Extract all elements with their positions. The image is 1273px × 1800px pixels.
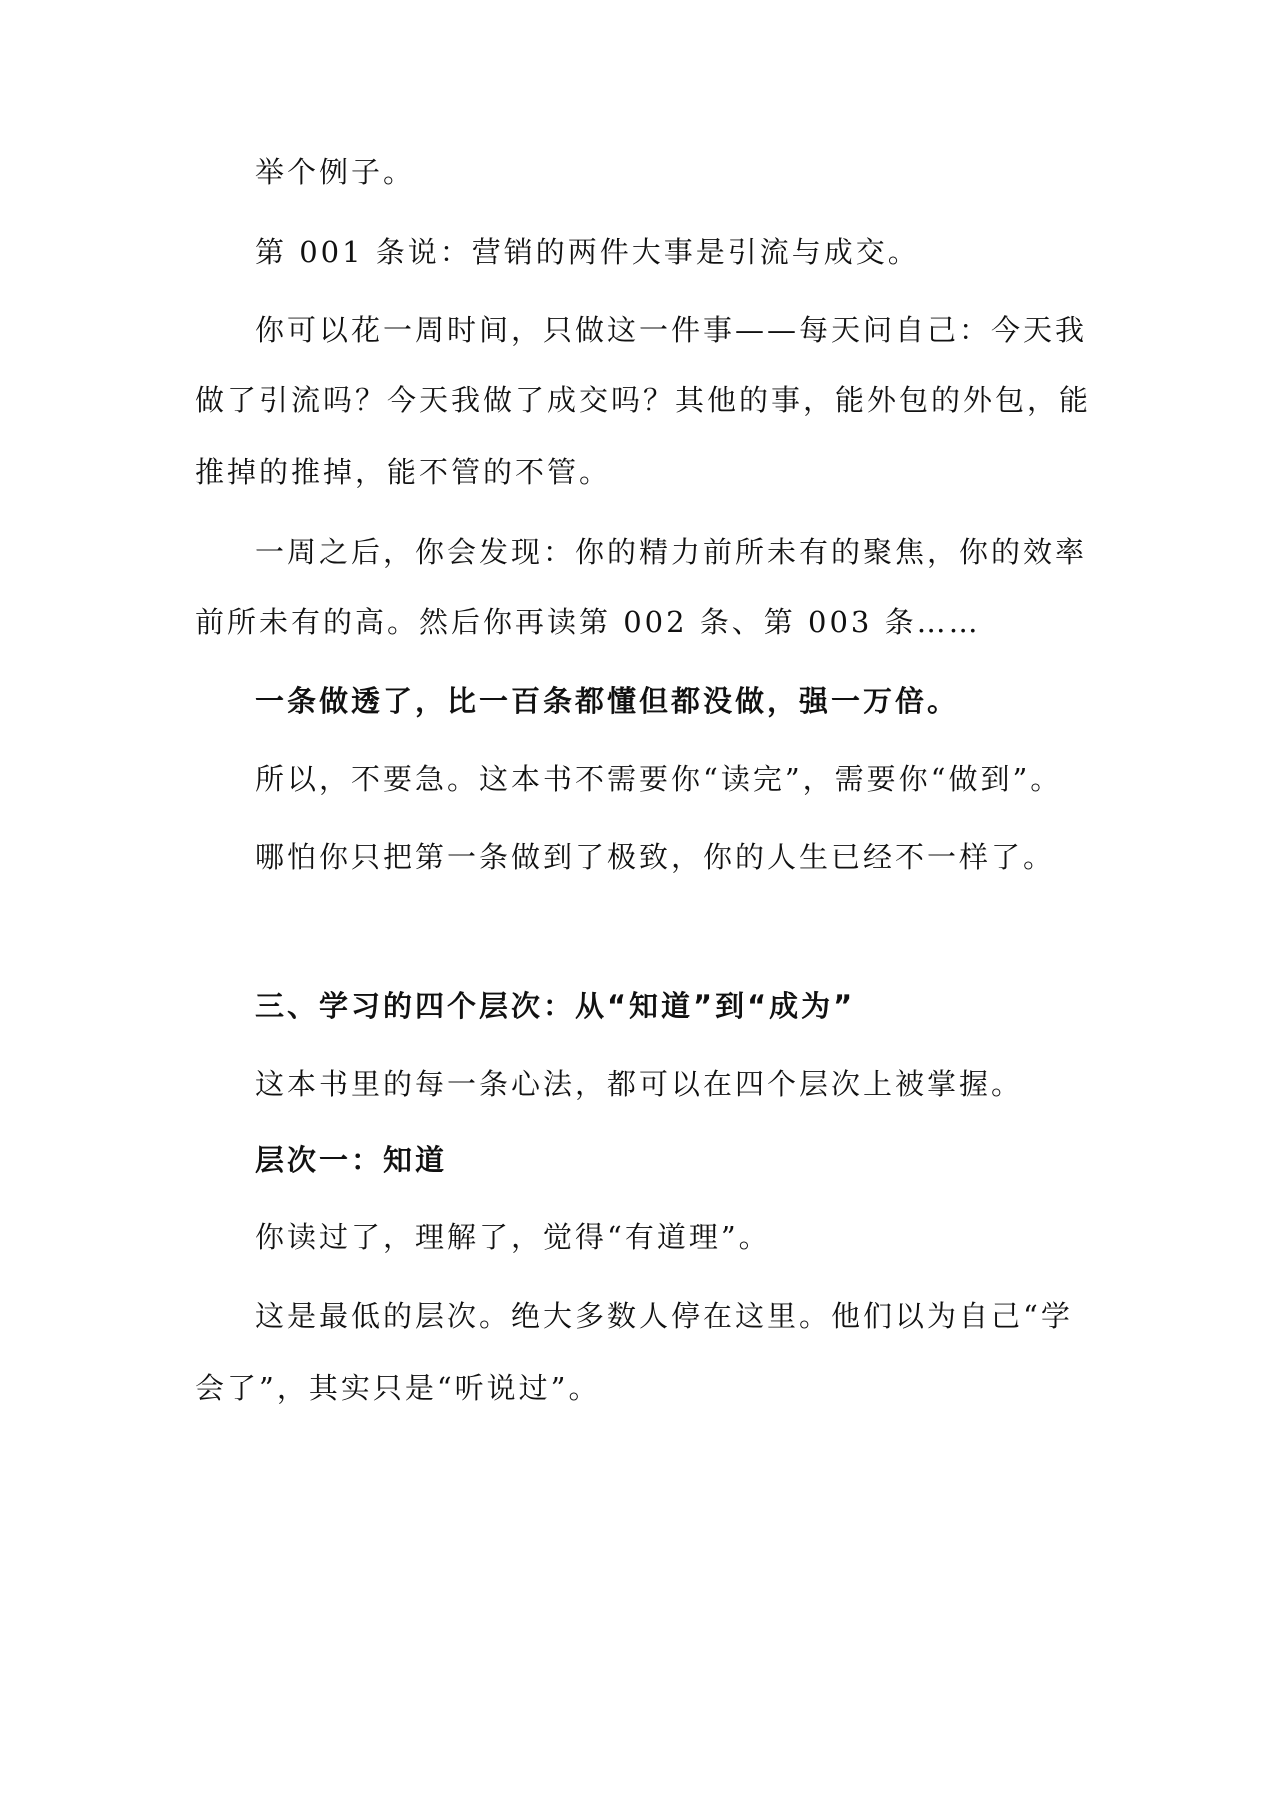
paragraph-one-week-line-2: 做了引流吗？今天我做了成交吗？其他的事，能外包的外包，能	[195, 383, 1092, 417]
level-one-explanation-line-2: 会了”，其实只是“听说过”。	[195, 1371, 601, 1405]
paragraph-one-week-line-1: 你可以花一周时间，只做这一件事——每天问自己：今天我	[255, 313, 1088, 347]
level-one-description: 你读过了，理解了，觉得“有道理”。	[255, 1220, 771, 1254]
paragraph-after-week-line-2: 前所未有的高。然后你再读第 002 条、第 003 条……	[195, 605, 981, 639]
paragraph-after-week-line-1: 一周之后，你会发现：你的精力前所未有的聚焦，你的效率	[255, 535, 1088, 569]
paragraph-dont-rush: 所以，不要急。这本书不需要你“读完”，需要你“做到”。	[255, 762, 1063, 796]
section-intro: 这本书里的每一条心法，都可以在四个层次上被掌握。	[255, 1067, 1024, 1101]
document-body	[195, 0, 1092, 1800]
paragraph-one-week-line-3: 推掉的推掉，能不管的不管。	[195, 455, 612, 489]
emphasis-statement: 一条做透了，比一百条都懂但都没做，强一万倍。	[255, 684, 960, 718]
paragraph-first-rule: 哪怕你只把第一条做到了极致，你的人生已经不一样了。	[255, 840, 1056, 874]
paragraph-example-intro: 举个例子。	[255, 155, 416, 189]
section-heading: 三、学习的四个层次：从“知道”到“成为”	[255, 989, 856, 1023]
level-one-explanation-line-1: 这是最低的层次。绝大多数人停在这里。他们以为自己“学	[255, 1299, 1073, 1333]
paragraph-rule-001: 第 001 条说：营销的两件大事是引流与成交。	[255, 235, 920, 269]
level-one-heading: 层次一：知道	[255, 1143, 448, 1177]
